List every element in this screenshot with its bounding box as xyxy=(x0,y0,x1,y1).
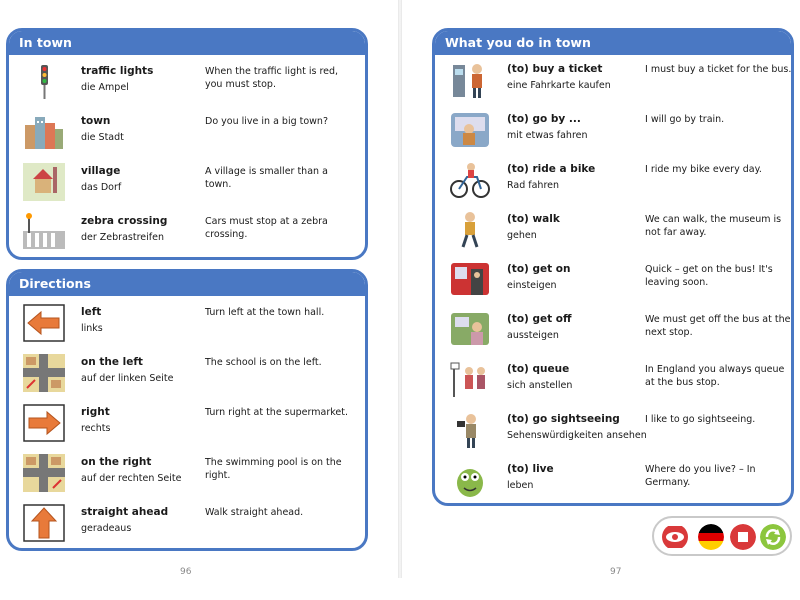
vocab-translation: Sehenswürdigkeiten ansehen xyxy=(507,430,647,441)
vocab-example: Turn right at the supermarket. xyxy=(205,407,348,418)
vocab-term: (to) go sightseeing xyxy=(507,413,620,425)
vocab-term: (to) go by ... xyxy=(507,113,581,125)
vocab-example: The swimming pool is on the right. xyxy=(205,457,342,481)
vocab-term: (to) live xyxy=(507,463,554,475)
vocab-example: I will go by train. xyxy=(645,114,725,125)
vocab-translation: links xyxy=(81,323,103,334)
vocab-example: A village is smaller than a town. xyxy=(205,166,328,190)
vocab-translation: das Dorf xyxy=(81,182,122,193)
vocab-term: traffic lights xyxy=(81,65,154,77)
bus-exit-icon xyxy=(449,311,491,349)
audio-controls xyxy=(652,516,792,556)
vocab-example: When the traffic light is red, you must stop. xyxy=(205,66,339,90)
vocab-translation: sich anstellen xyxy=(507,380,573,391)
vocab-row xyxy=(435,457,791,506)
vocab-translation: einsteigen xyxy=(507,280,557,291)
vocab-term: right xyxy=(81,406,110,418)
bicycle-icon xyxy=(449,161,491,199)
vocab-row xyxy=(435,157,791,207)
town-buildings-icon xyxy=(23,113,65,151)
vocab-term: (to) ride a bike xyxy=(507,163,596,175)
vocab-term: (to) get on xyxy=(507,263,571,275)
in-town-panel xyxy=(6,28,368,260)
vocab-example: I like to go sightseeing. xyxy=(645,414,756,425)
vocab-translation: Rad fahren xyxy=(507,180,560,191)
vocab-row xyxy=(9,350,365,400)
map-right-icon xyxy=(23,454,65,492)
vocab-translation: mit etwas fahren xyxy=(507,130,588,141)
vocab-example: Cars must stop at a zebra crossing. xyxy=(205,216,328,240)
monster-icon xyxy=(449,461,491,499)
vocab-translation: auf der rechten Seite xyxy=(81,473,182,484)
vocab-row xyxy=(9,59,365,109)
vocab-example: We can walk, the museum is not far away. xyxy=(645,214,782,238)
vocab-row xyxy=(9,300,365,350)
map-left-icon xyxy=(23,354,65,392)
vocab-example: I must buy a ticket for the bus. xyxy=(645,64,792,75)
bus-boarding-icon xyxy=(449,261,491,299)
directions-panel xyxy=(6,269,368,551)
right-page xyxy=(402,0,800,578)
vocab-term: left xyxy=(81,306,102,318)
vocab-translation: leben xyxy=(507,480,534,491)
panel-title: What you do in town xyxy=(435,31,791,55)
ticket-machine-icon xyxy=(449,61,491,99)
page-number: 96 xyxy=(180,567,192,577)
vocab-row xyxy=(435,57,791,107)
vocab-example: The school is on the left. xyxy=(205,357,322,368)
vocab-term: (to) get off xyxy=(507,313,572,325)
vocab-term: (to) queue xyxy=(507,363,570,375)
vocab-row xyxy=(435,207,791,257)
vocab-row xyxy=(435,257,791,307)
vocab-term: zebra crossing xyxy=(81,215,168,227)
vocab-row xyxy=(435,307,791,357)
vocab-row xyxy=(435,107,791,157)
walking-person-icon xyxy=(449,211,491,249)
vocab-term: (to) walk xyxy=(507,213,560,225)
vocab-term: village xyxy=(81,165,121,177)
sightseeing-icon xyxy=(449,411,491,449)
vocab-row xyxy=(9,500,365,550)
vocab-example: Turn left at the town hall. xyxy=(205,307,325,318)
vocab-example: Quick – get on the bus! It's leaving soon. xyxy=(645,264,773,288)
train-passenger-icon xyxy=(449,111,491,149)
vocab-example: I ride my bike every day. xyxy=(645,164,762,175)
vocab-translation: geradeaus xyxy=(81,523,132,534)
vocab-example: Where do you live? – In Germany. xyxy=(645,464,756,488)
queue-icon xyxy=(449,361,491,399)
arrow-left-icon xyxy=(23,304,65,342)
panel-title: Directions xyxy=(9,272,365,296)
vocab-translation: auf der linken Seite xyxy=(81,373,174,384)
vocab-row xyxy=(9,159,365,209)
vocab-translation: aussteigen xyxy=(507,330,559,341)
vocab-example: Walk straight ahead. xyxy=(205,507,304,518)
eye-icon[interactable] xyxy=(662,524,688,550)
vocab-example: We must get off the bus at the next stop. xyxy=(645,314,791,338)
what-you-do-panel xyxy=(432,28,794,506)
german-flag-icon[interactable] xyxy=(698,524,724,550)
vocab-translation: die Stadt xyxy=(81,132,124,143)
vocab-row xyxy=(435,407,791,457)
page-bottom xyxy=(0,578,800,600)
refresh-icon[interactable] xyxy=(760,524,786,550)
vocab-row xyxy=(9,450,365,500)
arrow-up-icon xyxy=(23,504,65,542)
vocab-translation: die Ampel xyxy=(81,82,129,93)
village-icon xyxy=(23,163,65,201)
vocab-term: (to) buy a ticket xyxy=(507,63,603,75)
vocab-row xyxy=(9,209,365,259)
vocab-example: In England you always queue at the bus stop. xyxy=(645,364,785,388)
vocab-row xyxy=(9,109,365,159)
vocab-row xyxy=(435,357,791,407)
vocab-term: on the left xyxy=(81,356,143,368)
stop-icon[interactable] xyxy=(730,524,756,550)
vocab-term: on the right xyxy=(81,456,152,468)
vocab-translation: gehen xyxy=(507,230,537,241)
vocab-term: town xyxy=(81,115,111,127)
traffic-light-icon xyxy=(23,63,65,101)
arrow-right-icon xyxy=(23,404,65,442)
vocab-translation: der Zebrastreifen xyxy=(81,232,164,243)
page-number: 97 xyxy=(610,567,622,577)
vocab-row xyxy=(9,400,365,450)
zebra-crossing-icon xyxy=(23,213,65,251)
vocab-example: Do you live in a big town? xyxy=(205,116,328,127)
panel-title: In town xyxy=(9,31,365,55)
left-page xyxy=(0,0,398,578)
vocab-term: straight ahead xyxy=(81,506,169,518)
vocab-translation: eine Fahrkarte kaufen xyxy=(507,80,611,91)
vocab-translation: rechts xyxy=(81,423,111,434)
